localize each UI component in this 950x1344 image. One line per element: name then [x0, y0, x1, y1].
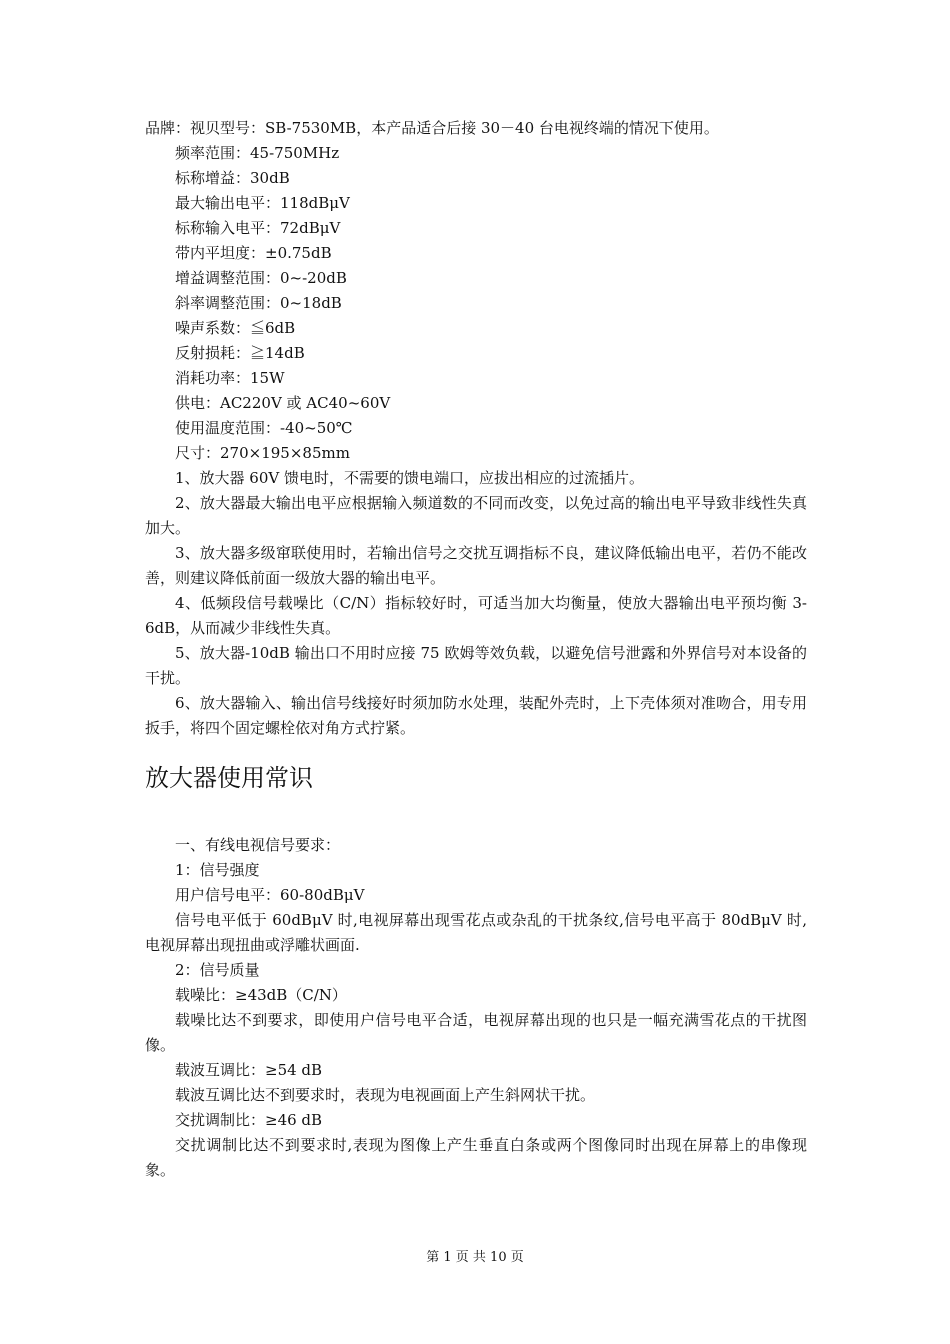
spec-item: 噪声系数：≦6dB	[175, 319, 296, 337]
spec-item: 尺寸：270×195×85mm	[175, 444, 350, 462]
page-footer: 第 1 页 共 10 页	[426, 1250, 524, 1265]
section-paragraph: 2：信号质量	[175, 961, 260, 979]
section-paragraph: 载噪比：≥43dB（C/N）	[175, 986, 347, 1004]
signal-requirements	[145, 833, 807, 1183]
section-paragraph: 一、有线电视信号要求：	[175, 836, 341, 854]
section-heading: 放大器使用常识	[145, 764, 313, 792]
section-paragraph: 信号电平低于 60dBμV 时,电视屏幕出现雪花点或杂乱的干扰条纹,信号电平高于 80dBμV 时,电视屏幕出现扭曲或浮雕状画面.	[145, 911, 807, 954]
spec-item: 标称输入电平：72dBμV	[175, 219, 341, 237]
spec-item: 反射损耗：≧14dB	[175, 344, 305, 362]
section-spacer	[145, 793, 807, 833]
section-paragraph: 1：信号强度	[175, 861, 260, 879]
intro-line: 品牌：视贝型号：SB-7530MB，本产品适合后接 30－40 台电视终端的情况下使用。	[145, 119, 719, 137]
spec-item: 增益调整范围：0~-20dB	[175, 269, 347, 287]
section-paragraph: 交扰调制比达不到要求时,表现为图像上产生垂直白条或两个图像同时出现在屏幕上的串像现象。	[145, 1136, 807, 1179]
note-paragraph: 5、放大器-10dB 输出口不用时应接 75 欧姆等效负载，以避免信号泄露和外界信号对本设备的干扰。	[145, 644, 807, 687]
spec-item: 消耗功率：15W	[175, 369, 285, 387]
section-paragraph: 载波互调比：≥54 dB	[175, 1061, 323, 1079]
usage-notes	[145, 466, 807, 741]
note-paragraph: 2、放大器最大输出电平应根据输入频道数的不同而改变，以免过高的输出电平导致非线性失真加大。	[145, 494, 807, 537]
spec-item: 标称增益：30dB	[175, 169, 290, 187]
spec-item: 频率范围：45-750MHz	[175, 144, 340, 162]
spec-item: 使用温度范围：-40~50℃	[175, 419, 353, 437]
section-paragraph: 载噪比达不到要求，即使用户信号电平合适，电视屏幕出现的也只是一幅充满雪花点的干扰图像。	[145, 1011, 807, 1054]
spec-item: 供电：AC220V 或 AC40~60V	[175, 394, 391, 412]
spec-item: 斜率调整范围：0~18dB	[175, 294, 342, 312]
section-paragraph: 载波互调比达不到要求时，表现为电视画面上产生斜网状干扰。	[175, 1086, 596, 1104]
spec-item: 带内平坦度：±0.75dB	[175, 244, 332, 262]
spec-item: 最大输出电平：118dBμV	[175, 194, 350, 212]
spec-list	[145, 141, 807, 466]
note-paragraph: 1、放大器 60V 馈电时，不需要的馈电端口，应拔出相应的过流插片。	[175, 469, 645, 487]
section-paragraph: 用户信号电平：60-80dBμV	[175, 886, 365, 904]
section-paragraph: 交扰调制比：≥46 dB	[175, 1111, 323, 1129]
note-paragraph: 6、放大器输入、输出信号线接好时须加防水处理，装配外壳时，上下壳体须对准吻合，用专用扳手，将四个固定螺栓依对角方式拧紧。	[145, 694, 807, 737]
note-paragraph: 3、放大器多级窜联使用时，若输出信号之交扰互调指标不良，建议降低输出电平，若仍不能改善，则建议降低前面一级放大器的输出电平。	[145, 544, 807, 587]
document-body	[145, 116, 807, 1183]
note-paragraph: 4、低频段信号载噪比（C/N）指标较好时，可适当加大均衡量，使放大器输出电平预均衡 3-6dB，从而减少非线性失真。	[145, 594, 807, 637]
